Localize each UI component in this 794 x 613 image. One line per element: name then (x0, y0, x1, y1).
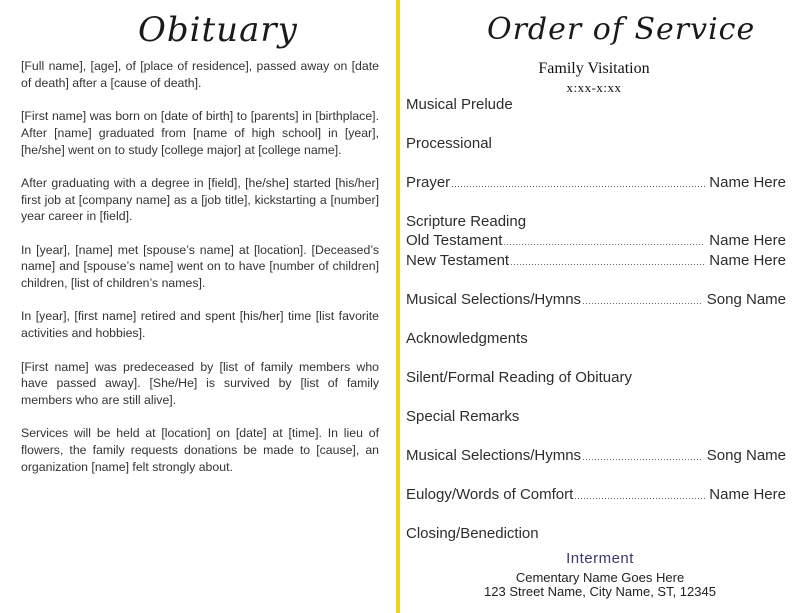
service-label: Old Testament (406, 232, 503, 249)
dot-leader (574, 487, 705, 506)
service-person: Song Name (706, 447, 786, 464)
cemetery-name: Cementary Name Goes Here (515, 570, 685, 585)
obituary-paragraph: In [year], [first name] retired and spent [his/her] time [list favorite activities and hobbies]. (21, 309, 379, 341)
service-item-closing: Closing/Benediction (406, 525, 539, 542)
service-item-special-remarks: Special Remarks (406, 408, 520, 425)
obituary-paragraph: After graduating with a degree in [field], [he/she] started [his/her] first job at [company name] as a [job title], kickstarting a [number] year career in [field]. (21, 175, 379, 224)
dot-leader (451, 175, 705, 194)
service-label: Eulogy/Words of Comfort (406, 486, 574, 503)
service-person: Song Name (706, 291, 786, 308)
service-item-prayer (406, 173, 786, 194)
service-label: Prayer (406, 174, 451, 191)
service-item-new-testament (406, 251, 786, 272)
service-item-eulogy (406, 485, 786, 506)
obituary-paragraph: Services will be held at [location] on [date] at [time]. In lieu of flowers, the family requests donations be made to [cause], an organization [name] felt strongly about. (21, 426, 379, 474)
service-label: Musical Selections/Hymns (406, 447, 582, 464)
service-item-scripture: Scripture Reading (406, 213, 527, 230)
service-item-musical-1 (406, 290, 786, 311)
order-of-service-title: Order of Service (487, 12, 756, 47)
obituary-paragraph: [First name] was predeceased by [list of family members who have passed away]. [She/He] is survived by [list of family members who are still alive]. (21, 359, 379, 407)
service-label: New Testament (406, 252, 510, 269)
obituary-paragraph: [Full name], [age], of [place of residence], passed away on [date of death] after a [cause of death]. (21, 59, 379, 90)
service-item-old-testament (406, 231, 786, 252)
visitation-time: x:xx-x:xx (566, 80, 622, 95)
obituary-body (21, 58, 379, 492)
obituary-paragraph: [First name] was born on [date of birth] to [parents] in [birthplace]. After [name] graduated from [name of high school] in [year], [he/she] went on to study [college major] at [college name]. (21, 109, 379, 157)
service-label: Musical Selections/Hymns (406, 291, 582, 308)
obituary-title: Obituary (138, 10, 298, 50)
dot-leader (503, 233, 705, 252)
service-item-prelude: Musical Prelude (406, 96, 513, 113)
service-person: Name Here (709, 232, 786, 249)
service-item-acknowledgments: Acknowledgments (406, 330, 528, 347)
visitation-title: Family Visitation (538, 60, 650, 77)
service-person: Name Here (709, 174, 786, 191)
dot-leader (510, 253, 705, 272)
service-item-musical-2 (406, 446, 786, 467)
dot-leader (582, 292, 703, 311)
service-person: Name Here (709, 252, 786, 269)
center-divider (396, 0, 400, 613)
service-item-processional: Processional (406, 135, 492, 152)
dot-leader (582, 448, 703, 467)
cemetery-address: 123 Street Name, City Name, ST, 12345 (484, 584, 716, 599)
service-person: Name Here (709, 486, 786, 503)
interment-title: Interment (566, 550, 634, 567)
obituary-paragraph: In [year], [name] met [spouse’s name] at [location]. [Deceased’s name] and [spouse’s name] went on to have [number of children] children, [list of children’s names]. (21, 242, 379, 291)
service-item-silent-reading: Silent/Formal Reading of Obituary (406, 369, 632, 386)
